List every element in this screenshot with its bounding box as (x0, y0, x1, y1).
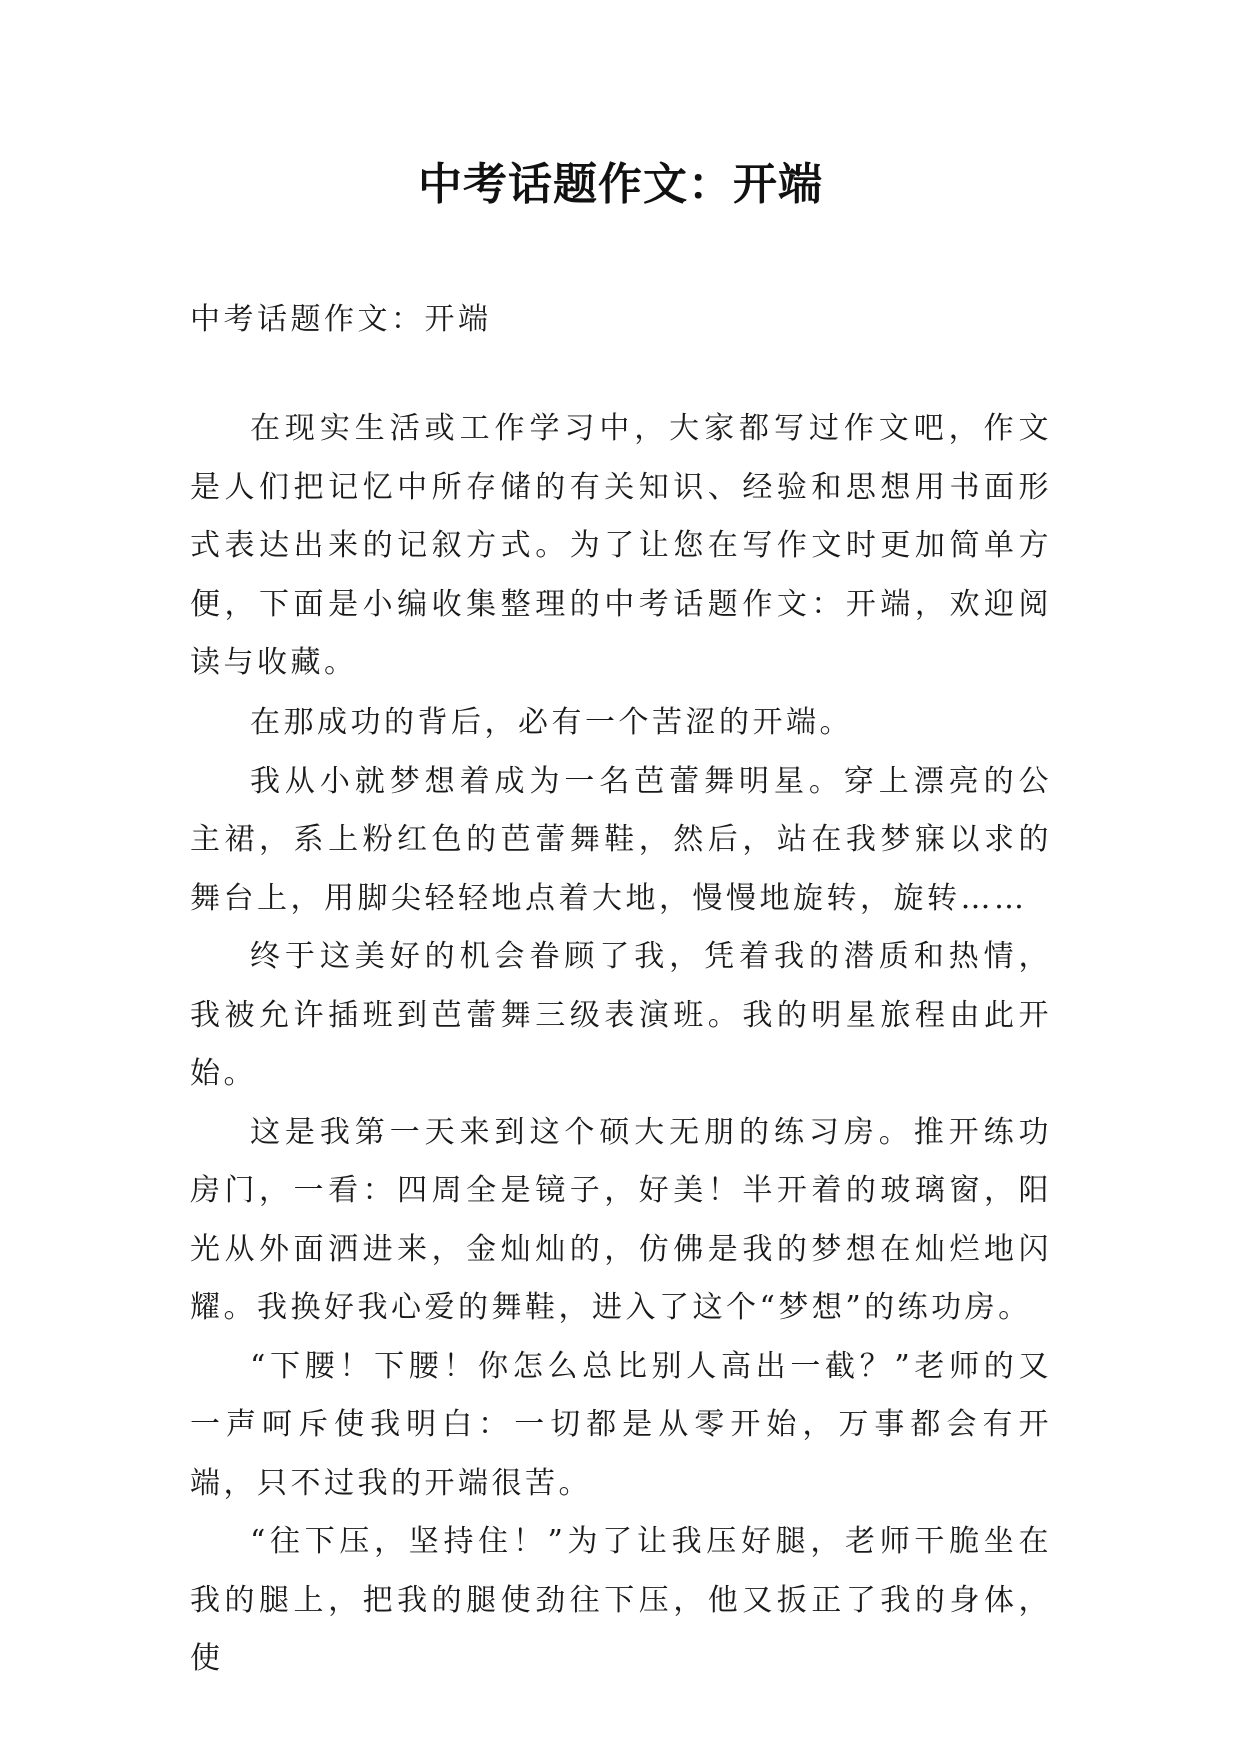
essay-paragraph-2: 我从小就梦想着成为一名芭蕾舞明星。穿上漂亮的公主裙，系上粉红色的芭蕾舞鞋，然后，站在我梦寐以求的舞台上，用脚尖轻轻地点着大地，慢慢地旋转，旋转…… (190, 763, 1052, 916)
essay-paragraph-6: “往下压，坚持住！”为了让我压好腿，老师干脆坐在我的腿上，把我的腿使劲往下压，他又扳正了我的身体，使 (190, 1524, 1052, 1676)
essay-paragraph-1: 在那成功的背后，必有一个苦涩的开端。 (250, 705, 853, 740)
essay-paragraph-4: 这是我第一天来到这个硕大无朋的练习房。推开练功房门，一看：四周全是镜子，好美！半开着的玻璃窗，阳光从外面洒进来，金灿灿的，仿佛是我的梦想在灿烂地闪耀。我换好我心爱的舞鞋，进入了这个“梦想”的练功房。 (190, 1114, 1052, 1325)
essay-paragraph-5: “下腰！下腰！你怎么总比别人高出一截？”老师的又一声呵斥使我明白：一切都是从零开始，万事都会有开端，只不过我的开端很苦。 (190, 1348, 1052, 1501)
intro-section (190, 400, 1052, 693)
document-title: 中考话题作文：开端 (418, 159, 823, 210)
essay-body (190, 694, 1052, 1689)
document-subtitle: 中考话题作文：开端 (190, 302, 492, 337)
essay-paragraph-3: 终于这美好的机会眷顾了我，凭着我的潜质和热情，我被允许插班到芭蕾舞三级表演班。我的明星旅程由此开始。 (190, 939, 1052, 1091)
intro-paragraph: 在现实生活或工作学习中，大家都写过作文吧，作文是人们把记忆中所存储的有关知识、经验和思想用书面形式表达出来的记叙方式。为了让您在写作文时更加简单方便，下面是小编收集整理的中考话题作文：开端，欢迎阅读与收藏。 (190, 411, 1052, 680)
